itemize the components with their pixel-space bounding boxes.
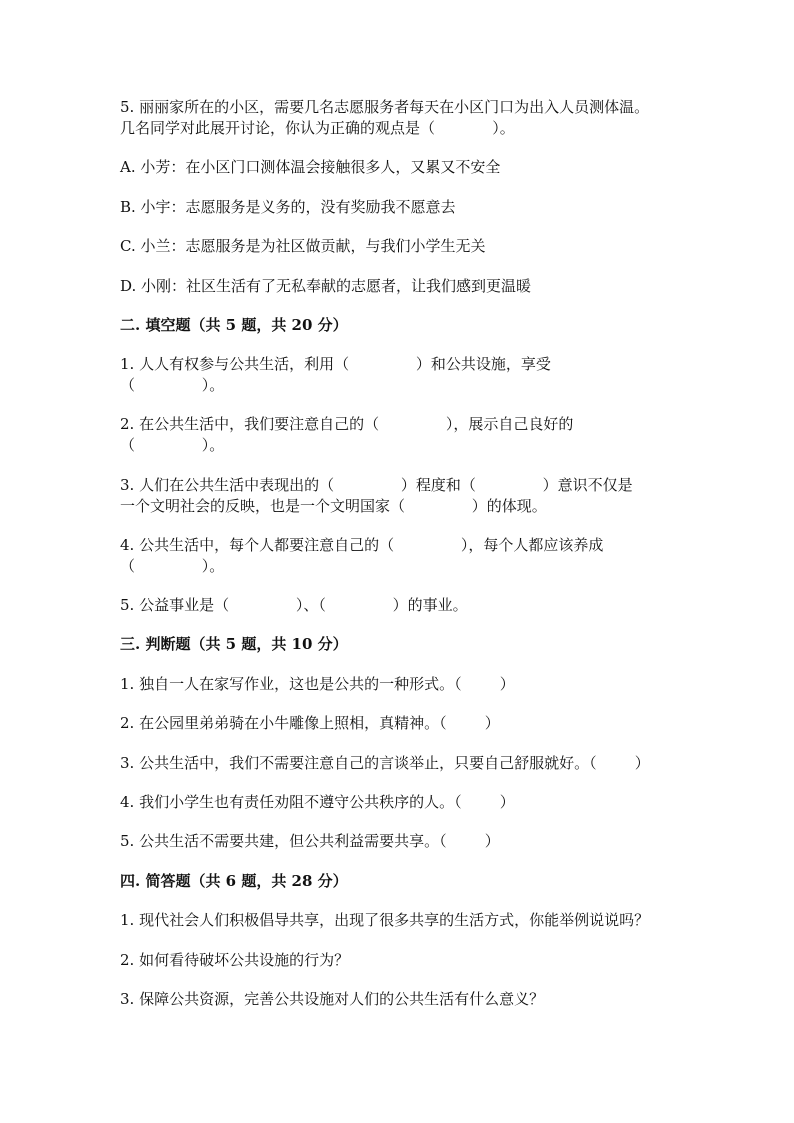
short-item-1: 1. 现代社会人们积极倡导共享，出现了很多共享的生活方式，你能举例说说吗？ xyxy=(120,911,650,929)
mc-q5-line2: 几名同学对此展开讨论，你认为正确的观点是（ ）。 xyxy=(120,119,515,137)
mc-q5-option-b: B. 小宇：志愿服务是义务的，没有奖励我不愿意去 xyxy=(120,198,456,216)
mc-q5-option-d: D. 小刚：社区生活有了无私奉献的志愿者，让我们感到更温暖 xyxy=(120,277,532,295)
judge-section-heading: 三. 判断题（共 5 题，共 10 分） xyxy=(120,635,348,653)
judge-item-5: 5. 公共生活不需要共建，但公共利益需要共享。（ ） xyxy=(120,832,500,850)
judge-item-3: 3. 公共生活中，我们不需要注意自己的言谈举止，只要自己舒服就好。（ ） xyxy=(120,754,650,772)
fill-q3-line2: 一个文明社会的反映，也是一个文明国家（ ）的体现。 xyxy=(120,497,547,515)
mc-q5-option-a: A. 小芳：在小区门口测体温会接触很多人，又累又不安全 xyxy=(120,158,501,176)
judge-item-1: 1. 独自一人在家写作业，这也是公共的一种形式。（ ） xyxy=(120,675,515,693)
fill-q1-line2: （ ）。 xyxy=(120,376,225,394)
mc-q5-option-c: C. 小兰：志愿服务是为社区做贡献，与我们小学生无关 xyxy=(120,237,486,255)
fill-q2-line2: （ ）。 xyxy=(120,436,225,454)
judge-item-2: 2. 在公园里弟弟骑在小牛雕像上照相，真精神。（ ） xyxy=(120,714,500,732)
fill-q1-line1: 1. 人人有权参与公共生活，利用（ ）和公共设施，享受 xyxy=(120,355,551,373)
short-item-3: 3. 保障公共资源，完善公共设施对人们的公共生活有什么意义？ xyxy=(120,990,545,1008)
mc-q5-line1: 5. 丽丽家所在的小区，需要几名志愿服务者每天在小区门口为出入人员测体温。 xyxy=(120,98,650,116)
short-section-heading: 四. 简答题（共 6 题，共 28 分） xyxy=(120,872,348,890)
fill-q4-line1: 4. 公共生活中，每个人都要注意自己的（ ），每个人都应该养成 xyxy=(120,536,604,554)
fill-q5: 5. 公益事业是（ ）、（ ）的事业。 xyxy=(120,596,468,614)
fill-q4-line2: （ ）。 xyxy=(120,557,225,575)
fill-q3-line1: 3. 人们在公共生活中表现出的（ ）程度和（ ）意识不仅是 xyxy=(120,476,633,494)
short-item-2: 2. 如何看待破坏公共设施的行为？ xyxy=(120,951,350,969)
judge-item-4: 4. 我们小学生也有责任劝阻不遵守公共秩序的人。（ ） xyxy=(120,793,515,811)
fill-section-heading: 二. 填空题（共 5 题，共 20 分） xyxy=(120,316,348,334)
fill-q2-line1: 2. 在公共生活中，我们要注意自己的（ ），展示自己良好的 xyxy=(120,415,574,433)
